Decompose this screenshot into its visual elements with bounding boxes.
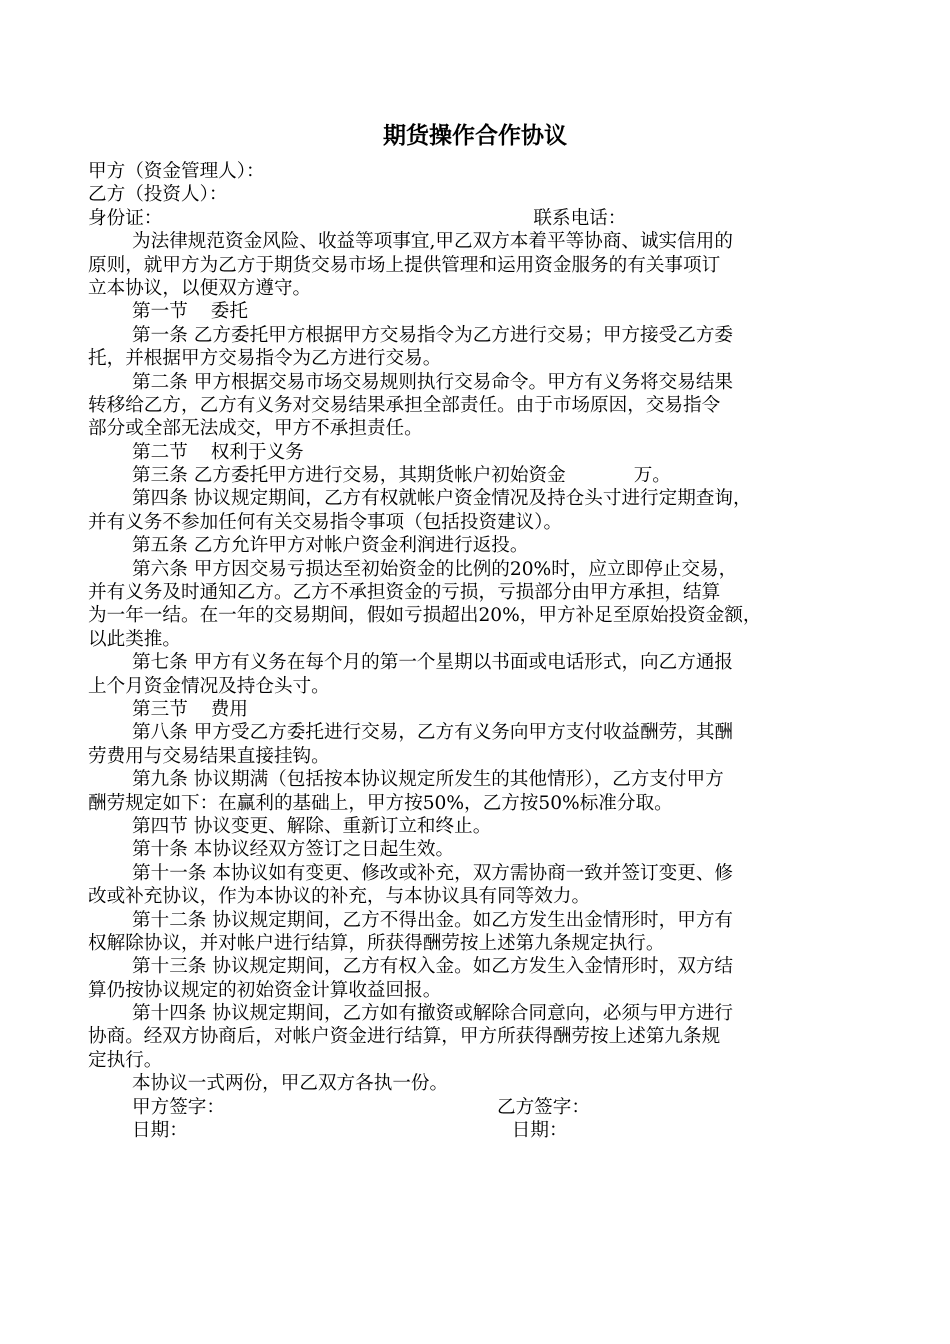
party-a-date-label: 日期：: [132, 1120, 188, 1142]
party-a-line: [88, 160, 868, 183]
date-line: [88, 1119, 868, 1142]
article-1: 第一条 乙方委托甲方根据甲方交易指令为乙方进行交易；甲方接受乙方委: [132, 324, 734, 346]
article-4: 第四条 协议规定期间，乙方有权就帐户资金情况及持仓头寸进行定期查询，: [132, 488, 752, 510]
party-a-label: 甲方（资金管理人）：: [88, 161, 265, 182]
article-10: 第十条 本协议经双方签订之日起生效。: [132, 839, 455, 861]
preamble-line: 原则，就甲方为乙方于期货交易市场上提供管理和运用资金服务的有关事项订: [88, 254, 721, 276]
section-heading: 第四节 协议变更、解除、重新订立和终止。: [132, 815, 492, 837]
article-line: 改或补充协议，作为本协议的补充，与本协议具有同等效力。: [88, 886, 591, 908]
phone-label: 联系电话：: [533, 207, 627, 229]
article-line: 协商。经双方协商后，对帐户资金进行结算，甲方所获得酬劳按上述第九条规: [88, 1026, 721, 1048]
article-7: 第七条 甲方有义务在每个月的第一个星期以书面或电话形式，向乙方通报: [132, 652, 734, 674]
article-line: 托，并根据甲方交易指令为乙方进行交易。: [88, 348, 442, 370]
article-line: 为一年一结。在一年的交易期间，假如亏损超出20%，甲方补足至原始投资金额，: [88, 605, 762, 627]
party-b-signature-label: 乙方签字：: [496, 1096, 590, 1118]
article-number: 第十一条: [132, 862, 207, 884]
article-9: 第九条 协议期满（包括按本协议规定所发生的其他情形），乙方支付甲方: [132, 769, 724, 791]
article-line: 权解除协议，并对帐户进行结算，所获得酬劳按上述第九条规定执行。: [88, 932, 665, 954]
article-line: 以此类推。: [88, 628, 181, 650]
article-number: 第七条: [132, 652, 188, 674]
article-number: 第十二条: [132, 909, 207, 931]
article-number: 第九条: [132, 769, 188, 791]
article-line: 并有义务及时通知乙方。乙方不承担资金的亏损，亏损部分由甲方承担，结算: [88, 582, 721, 604]
article-number: 第三条: [132, 465, 188, 487]
article-line: 转移给乙方，乙方有义务对交易结果承担全部责任。由于市场原因，交易指令: [88, 394, 721, 416]
article-5: 第五条 乙方允许甲方对帐户资金利润进行返投。: [132, 535, 529, 557]
closing-statement: 本协议一式两份，甲乙双方各执一份。: [132, 1073, 449, 1095]
article-8: 第八条 甲方受乙方委托进行交易，乙方有义务向甲方支付收益酬劳，其酬: [132, 722, 734, 744]
article-line: 算仍按协议规定的初始资金计算收益回报。: [88, 979, 442, 1001]
article-line: 并有义务不参加任何有关交易指令事项（包括投资建议）。: [88, 511, 563, 533]
party-a-signature-label: 甲方签字：: [132, 1096, 225, 1118]
signature-line: [88, 1096, 868, 1119]
document-body: [88, 160, 868, 1142]
article-number: 第八条: [132, 722, 188, 744]
article-line: 劳费用与交易结果直接挂钩。: [88, 745, 330, 767]
section-heading: 第二节 权利于义务: [132, 441, 304, 463]
article-line: 上个月资金情况及持仓头寸。: [88, 675, 330, 697]
section-heading: 第一节 委托: [132, 301, 248, 323]
article-number: 第十四条: [132, 1003, 207, 1025]
article-3: 第三条 乙方委托甲方进行交易，其期货帐户初始资金 万。: [132, 465, 671, 487]
party-b-line: [88, 183, 868, 206]
article-6: 第六条 甲方因交易亏损达至初始资金的比例的20%时，应立即停止交易，: [132, 558, 738, 580]
section-heading: 第三节 费用: [132, 698, 248, 720]
article-13: 第十三条 协议规定期间，乙方有权入金。如乙方发生入金情形时，双方结: [132, 956, 734, 978]
id-label: 身份证：: [88, 207, 163, 229]
article-number: 第十条: [132, 839, 188, 861]
article-number: 第五条: [132, 535, 188, 557]
article-line: 部分或全部无法成交，甲方不承担责任。: [88, 418, 423, 440]
article-2: 第二条 甲方根据交易市场交易规则执行交易命令。甲方有义务将交易结果: [132, 371, 734, 393]
article-number: 第六条: [132, 558, 188, 580]
party-b-label: 乙方（投资人）：: [88, 184, 228, 206]
article-line: 酬劳规定如下：在赢利的基础上，甲方按50%，乙方按50%标准分取。: [88, 792, 673, 814]
article-number: 第一条: [132, 324, 188, 346]
preamble-line: 为法律规范资金风险、收益等项事宜,甲乙双方本着平等协商、诚实信用的: [132, 231, 733, 253]
article-number: 第二条: [132, 371, 188, 393]
party-b-date-label: 日期：: [511, 1120, 568, 1142]
article-14: 第十四条 协议规定期间，乙方如有撤资或解除合同意向，必须与甲方进行: [132, 1003, 734, 1025]
article-12: 第十二条 协议规定期间，乙方不得出金。如乙方发生出金情形时，甲方有: [132, 909, 734, 931]
article-number: 第十三条: [132, 956, 207, 978]
article-line: 定执行。: [88, 1049, 163, 1071]
article-11: 第十一条 本协议如有变更、修改或补充，双方需协商一致并签订变更、修: [132, 862, 734, 884]
id-phone-line: [88, 207, 868, 230]
document-title: 期货操作合作协议: [383, 123, 567, 149]
preamble-line: 立本协议，以便双方遵守。: [88, 277, 312, 299]
article-number: 第四条: [132, 488, 188, 510]
